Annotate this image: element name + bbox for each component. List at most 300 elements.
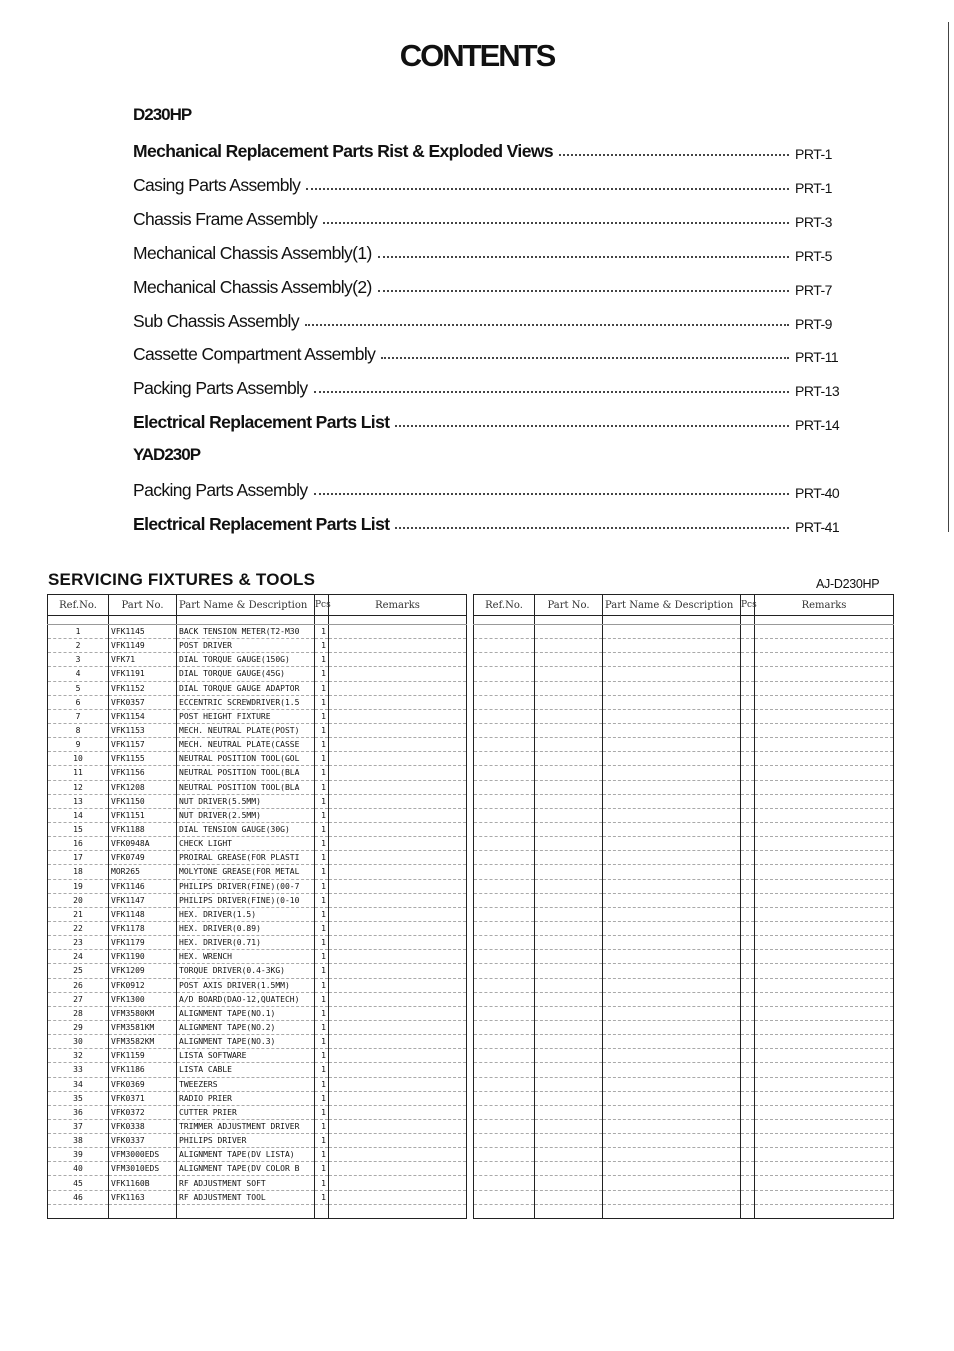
table-row: [474, 1204, 894, 1218]
toc-entry: [133, 274, 843, 298]
table-row: [48, 851, 467, 865]
empty-cell: [741, 1020, 755, 1034]
empty-cell: [741, 1105, 755, 1119]
empty-cell: [535, 1148, 603, 1162]
empty-cell: [603, 709, 741, 723]
remarks-cell: [329, 723, 467, 737]
col-header-name: Part Name & Description: [177, 595, 315, 616]
table-spacer-cell: [474, 616, 535, 625]
pcs-cell: 1: [315, 808, 329, 822]
pcs-cell: 1: [315, 695, 329, 709]
pcs-cell: 1: [315, 1091, 329, 1105]
part-no-cell: VFK0912: [109, 978, 177, 992]
empty-cell: [755, 1176, 894, 1190]
ref-no-cell: 45: [48, 1176, 109, 1190]
part-no-cell: VFK1155: [109, 752, 177, 766]
pcs-cell: 1: [315, 936, 329, 950]
empty-cell: [755, 681, 894, 695]
table-row: [474, 625, 894, 639]
empty-cell: [535, 1063, 603, 1077]
empty-cell: [741, 1148, 755, 1162]
pcs-cell: 1: [315, 1077, 329, 1091]
empty-cell: [741, 667, 755, 681]
ref-no-cell: 46: [48, 1190, 109, 1204]
ref-no-cell: 38: [48, 1134, 109, 1148]
table-row: [48, 695, 467, 709]
toc-entry-label: Casing Parts Assembly: [133, 175, 301, 195]
toc-entry-label: Mechanical Chassis Assembly(1): [133, 243, 372, 263]
empty-cell: [755, 1091, 894, 1105]
empty-cell: [535, 738, 603, 752]
table-row: [48, 653, 467, 667]
toc-leader-dots: [381, 357, 789, 359]
empty-cell: [603, 978, 741, 992]
toc-leader-dots: [314, 391, 789, 393]
table-row: [474, 907, 894, 921]
empty-cell: [315, 1204, 329, 1218]
empty-cell: [755, 837, 894, 851]
part-name-cell: LISTA CABLE: [177, 1063, 315, 1077]
part-name-cell: HEX. DRIVER(1.5): [177, 907, 315, 921]
pcs-cell: 1: [315, 950, 329, 964]
table-row: [48, 667, 467, 681]
remarks-cell: [329, 1162, 467, 1176]
table-row: [48, 780, 467, 794]
empty-cell: [741, 964, 755, 978]
empty-cell: [755, 1190, 894, 1204]
col-header-ref: Ref.No.: [48, 595, 109, 616]
ref-no-cell: 1: [48, 625, 109, 639]
part-no-cell: VFK1156: [109, 766, 177, 780]
empty-cell: [474, 1162, 535, 1176]
empty-cell: [603, 1091, 741, 1105]
empty-cell: [603, 667, 741, 681]
empty-cell: [755, 1119, 894, 1133]
empty-cell: [474, 780, 535, 794]
part-name-cell: RF ADJUSTMENT SOFT: [177, 1176, 315, 1190]
empty-cell: [741, 1006, 755, 1020]
empty-cell: [603, 837, 741, 851]
ref-no-cell: 28: [48, 1006, 109, 1020]
table-row: [474, 950, 894, 964]
part-no-cell: VFK1146: [109, 879, 177, 893]
empty-cell: [755, 879, 894, 893]
empty-cell: [329, 1204, 467, 1218]
empty-cell: [535, 723, 603, 737]
empty-cell: [755, 667, 894, 681]
empty-cell: [603, 738, 741, 752]
toc-entry: [133, 138, 843, 162]
empty-cell: [755, 752, 894, 766]
part-name-cell: ALIGNMENT TAPE(DV LISTA): [177, 1148, 315, 1162]
toc-leader-dots: [306, 188, 789, 190]
part-name-cell: ALIGNMENT TAPE(NO.3): [177, 1035, 315, 1049]
part-no-cell: VFK1178: [109, 921, 177, 935]
part-no-cell: VFM3582KM: [109, 1035, 177, 1049]
empty-cell: [603, 851, 741, 865]
empty-cell: [603, 1134, 741, 1148]
ref-no-cell: 8: [48, 723, 109, 737]
toc-entry-page: PRT-9: [795, 316, 832, 332]
empty-cell: [755, 766, 894, 780]
toc-entry: [133, 409, 843, 433]
empty-cell: [755, 639, 894, 653]
empty-cell: [177, 1204, 315, 1218]
empty-cell: [474, 738, 535, 752]
empty-cell: [535, 1119, 603, 1133]
empty-cell: [603, 1063, 741, 1077]
table-row: [48, 1035, 467, 1049]
table-row: [48, 1204, 467, 1218]
empty-cell: [741, 1204, 755, 1218]
empty-cell: [741, 794, 755, 808]
ref-no-cell: 40: [48, 1162, 109, 1176]
empty-cell: [741, 1091, 755, 1105]
table-row: [474, 808, 894, 822]
part-name-cell: HEX. DRIVER(0.71): [177, 936, 315, 950]
empty-cell: [741, 837, 755, 851]
table-spacer-cell: [535, 616, 603, 625]
pcs-cell: 1: [315, 766, 329, 780]
table-row: [474, 1148, 894, 1162]
ref-no-cell: 2: [48, 639, 109, 653]
table-row: [48, 794, 467, 808]
empty-cell: [603, 752, 741, 766]
empty-cell: [741, 808, 755, 822]
part-no-cell: VFK1188: [109, 822, 177, 836]
toc-entry-label: Mechanical Chassis Assembly(2): [133, 277, 372, 297]
remarks-cell: [329, 752, 467, 766]
empty-cell: [535, 921, 603, 935]
part-no-cell: VFK1186: [109, 1063, 177, 1077]
part-no-cell: VFM3010EDS: [109, 1162, 177, 1176]
table-row: [474, 1020, 894, 1034]
empty-cell: [474, 865, 535, 879]
toc-leader-dots: [378, 290, 789, 292]
empty-cell: [535, 992, 603, 1006]
empty-cell: [535, 1162, 603, 1176]
pcs-cell: 1: [315, 837, 329, 851]
empty-cell: [535, 639, 603, 653]
table-row: [474, 639, 894, 653]
empty-cell: [535, 950, 603, 964]
empty-cell: [474, 1035, 535, 1049]
ref-no-cell: 29: [48, 1020, 109, 1034]
table-row: [474, 1176, 894, 1190]
table-row: [48, 1148, 467, 1162]
remarks-cell: [329, 1006, 467, 1020]
part-no-cell: VFK0371: [109, 1091, 177, 1105]
table-row: [48, 907, 467, 921]
toc-leader-dots: [314, 493, 789, 495]
pcs-cell: 1: [315, 752, 329, 766]
empty-cell: [603, 992, 741, 1006]
empty-cell: [603, 808, 741, 822]
empty-cell: [741, 681, 755, 695]
empty-cell: [109, 1204, 177, 1218]
ref-no-cell: 37: [48, 1119, 109, 1133]
part-no-cell: VFK1159: [109, 1049, 177, 1063]
pcs-cell: 1: [315, 1020, 329, 1034]
empty-cell: [535, 1035, 603, 1049]
part-no-cell: VFM3581KM: [109, 1020, 177, 1034]
empty-cell: [474, 851, 535, 865]
table-row: [48, 1049, 467, 1063]
empty-cell: [741, 1119, 755, 1133]
part-no-cell: VFK1157: [109, 738, 177, 752]
part-no-cell: VFK1151: [109, 808, 177, 822]
empty-cell: [755, 1035, 894, 1049]
empty-cell: [474, 709, 535, 723]
empty-cell: [474, 723, 535, 737]
ref-no-cell: 30: [48, 1035, 109, 1049]
remarks-cell: [329, 992, 467, 1006]
empty-cell: [741, 653, 755, 667]
empty-cell: [755, 808, 894, 822]
ref-no-cell: 35: [48, 1091, 109, 1105]
empty-cell: [474, 1020, 535, 1034]
remarks-cell: [329, 794, 467, 808]
pcs-cell: 1: [315, 639, 329, 653]
remarks-cell: [329, 639, 467, 653]
empty-cell: [474, 1119, 535, 1133]
part-no-cell: VFK1152: [109, 681, 177, 695]
ref-no-cell: 26: [48, 978, 109, 992]
table-row: [474, 681, 894, 695]
empty-cell: [535, 865, 603, 879]
remarks-cell: [329, 709, 467, 723]
table-row: [48, 1063, 467, 1077]
empty-cell: [535, 1190, 603, 1204]
ref-no-cell: 23: [48, 936, 109, 950]
empty-cell: [474, 964, 535, 978]
part-name-cell: PHILIPS DRIVER: [177, 1134, 315, 1148]
empty-cell: [741, 752, 755, 766]
part-name-cell: ALIGNMENT TAPE(DV COLOR B: [177, 1162, 315, 1176]
empty-cell: [603, 639, 741, 653]
table-row: [48, 1134, 467, 1148]
empty-cell: [535, 681, 603, 695]
pcs-cell: 1: [315, 780, 329, 794]
toc-entry-label: Mechanical Replacement Parts Rist & Exploded Views: [133, 141, 553, 161]
remarks-cell: [329, 893, 467, 907]
ref-no-cell: 19: [48, 879, 109, 893]
ref-no-cell: 21: [48, 907, 109, 921]
empty-cell: [755, 907, 894, 921]
part-name-cell: MOLYTONE GREASE(FOR METAL: [177, 865, 315, 879]
empty-cell: [603, 1190, 741, 1204]
part-no-cell: VFM3000EDS: [109, 1148, 177, 1162]
toc-leader-dots: [323, 222, 789, 224]
part-name-cell: PROIRAL GREASE(FOR PLASTI: [177, 851, 315, 865]
part-name-cell: RF ADJUSTMENT TOOL: [177, 1190, 315, 1204]
empty-cell: [755, 695, 894, 709]
ref-no-cell: 10: [48, 752, 109, 766]
table-row: [48, 738, 467, 752]
part-name-cell: CHECK LIGHT: [177, 837, 315, 851]
remarks-cell: [329, 1077, 467, 1091]
table-row: [48, 822, 467, 836]
pcs-cell: 1: [315, 879, 329, 893]
empty-cell: [741, 865, 755, 879]
table-row: [474, 738, 894, 752]
empty-cell: [535, 794, 603, 808]
empty-cell: [603, 1077, 741, 1091]
part-no-cell: VFK1145: [109, 625, 177, 639]
empty-cell: [535, 808, 603, 822]
toc-entry-label: Sub Chassis Assembly: [133, 311, 299, 331]
part-no-cell: VFK1300: [109, 992, 177, 1006]
part-name-cell: PHILIPS DRIVER(FINE)(00-7: [177, 879, 315, 893]
pcs-cell: 1: [315, 921, 329, 935]
part-name-cell: NEUTRAL POSITION TOOL(BLA: [177, 780, 315, 794]
empty-cell: [755, 1105, 894, 1119]
ref-no-cell: 14: [48, 808, 109, 822]
empty-cell: [755, 653, 894, 667]
remarks-cell: [329, 921, 467, 935]
empty-cell: [603, 653, 741, 667]
empty-cell: [603, 1035, 741, 1049]
part-no-cell: VFK0338: [109, 1119, 177, 1133]
empty-cell: [755, 723, 894, 737]
empty-cell: [535, 893, 603, 907]
empty-cell: [603, 879, 741, 893]
empty-cell: [741, 950, 755, 964]
remarks-cell: [329, 950, 467, 964]
pcs-cell: 1: [315, 625, 329, 639]
empty-cell: [741, 879, 755, 893]
remarks-cell: [329, 837, 467, 851]
empty-cell: [741, 851, 755, 865]
empty-cell: [474, 639, 535, 653]
part-name-cell: TRIMMER ADJUSTMENT DRIVER: [177, 1119, 315, 1133]
remarks-cell: [329, 1063, 467, 1077]
ref-no-cell: 5: [48, 681, 109, 695]
table-row: [48, 625, 467, 639]
empty-cell: [741, 1049, 755, 1063]
table-row: [474, 1119, 894, 1133]
empty-cell: [741, 766, 755, 780]
part-no-cell: MOR265: [109, 865, 177, 879]
pcs-cell: 1: [315, 1035, 329, 1049]
empty-cell: [535, 709, 603, 723]
empty-cell: [741, 738, 755, 752]
table-row: [48, 709, 467, 723]
ref-no-cell: 4: [48, 667, 109, 681]
table-row: [474, 723, 894, 737]
toc-entry: [133, 341, 843, 365]
toc-entry-label: Electrical Replacement Parts List: [133, 514, 390, 534]
ref-no-cell: 6: [48, 695, 109, 709]
table-row: [48, 1162, 467, 1176]
ref-no-cell: 16: [48, 837, 109, 851]
toc-entry: [133, 375, 843, 399]
table-row: [474, 695, 894, 709]
remarks-cell: [329, 978, 467, 992]
pcs-cell: 1: [315, 822, 329, 836]
col-header-pcs: Pcs: [741, 595, 755, 616]
table-row: [474, 851, 894, 865]
empty-cell: [474, 1063, 535, 1077]
servicing-table-right: [473, 594, 894, 1219]
pcs-cell: 1: [315, 1134, 329, 1148]
empty-cell: [741, 780, 755, 794]
table-row: [48, 1091, 467, 1105]
empty-cell: [755, 1049, 894, 1063]
empty-cell: [535, 766, 603, 780]
table-row: [474, 978, 894, 992]
part-no-cell: VFK1150: [109, 794, 177, 808]
empty-cell: [474, 1148, 535, 1162]
empty-cell: [741, 1190, 755, 1204]
table-spacer-cell: [603, 616, 741, 625]
empty-cell: [741, 709, 755, 723]
table-row: [474, 964, 894, 978]
table-row: [48, 865, 467, 879]
table-row: [474, 709, 894, 723]
empty-cell: [755, 1148, 894, 1162]
remarks-cell: [329, 1134, 467, 1148]
part-no-cell: VFK0369: [109, 1077, 177, 1091]
part-name-cell: DIAL TORQUE GAUGE(45G): [177, 667, 315, 681]
toc-entry: [133, 172, 843, 196]
remarks-cell: [329, 1020, 467, 1034]
empty-cell: [535, 1105, 603, 1119]
remarks-cell: [329, 879, 467, 893]
part-no-cell: VFK0357: [109, 695, 177, 709]
part-name-cell: BACK TENSION METER(T2-M30: [177, 625, 315, 639]
empty-cell: [535, 1077, 603, 1091]
remarks-cell: [329, 738, 467, 752]
empty-cell: [535, 907, 603, 921]
empty-cell: [474, 1091, 535, 1105]
part-name-cell: TWEEZERS: [177, 1077, 315, 1091]
ref-no-cell: 12: [48, 780, 109, 794]
empty-cell: [741, 1063, 755, 1077]
toc-entry-page: PRT-13: [795, 383, 840, 399]
empty-cell: [755, 921, 894, 935]
ref-no-cell: 15: [48, 822, 109, 836]
empty-cell: [474, 837, 535, 851]
toc-entry-page: PRT-11: [795, 349, 839, 365]
ref-no-cell: 7: [48, 709, 109, 723]
remarks-cell: [329, 625, 467, 639]
part-name-cell: NEUTRAL POSITION TOOL(BLA: [177, 766, 315, 780]
empty-cell: [603, 1148, 741, 1162]
table-row: [474, 794, 894, 808]
pcs-cell: 1: [315, 709, 329, 723]
pcs-cell: 1: [315, 1063, 329, 1077]
table-row: [474, 1162, 894, 1176]
table-row: [474, 653, 894, 667]
empty-cell: [535, 695, 603, 709]
pcs-cell: 1: [315, 1162, 329, 1176]
empty-cell: [755, 1006, 894, 1020]
toc-entry-page: PRT-1: [795, 146, 832, 162]
pcs-cell: 1: [315, 681, 329, 695]
empty-cell: [474, 1176, 535, 1190]
toc-entry: [133, 240, 843, 264]
empty-cell: [535, 1049, 603, 1063]
empty-cell: [603, 893, 741, 907]
servicing-model-code: AJ-D230HP: [816, 577, 880, 591]
toc-entry-label: Packing Parts Assembly: [133, 378, 308, 398]
empty-cell: [535, 837, 603, 851]
pcs-cell: 1: [315, 794, 329, 808]
model-heading-yad230p: YAD230P: [133, 445, 201, 464]
table-spacer-cell: [177, 616, 315, 625]
empty-cell: [535, 822, 603, 836]
